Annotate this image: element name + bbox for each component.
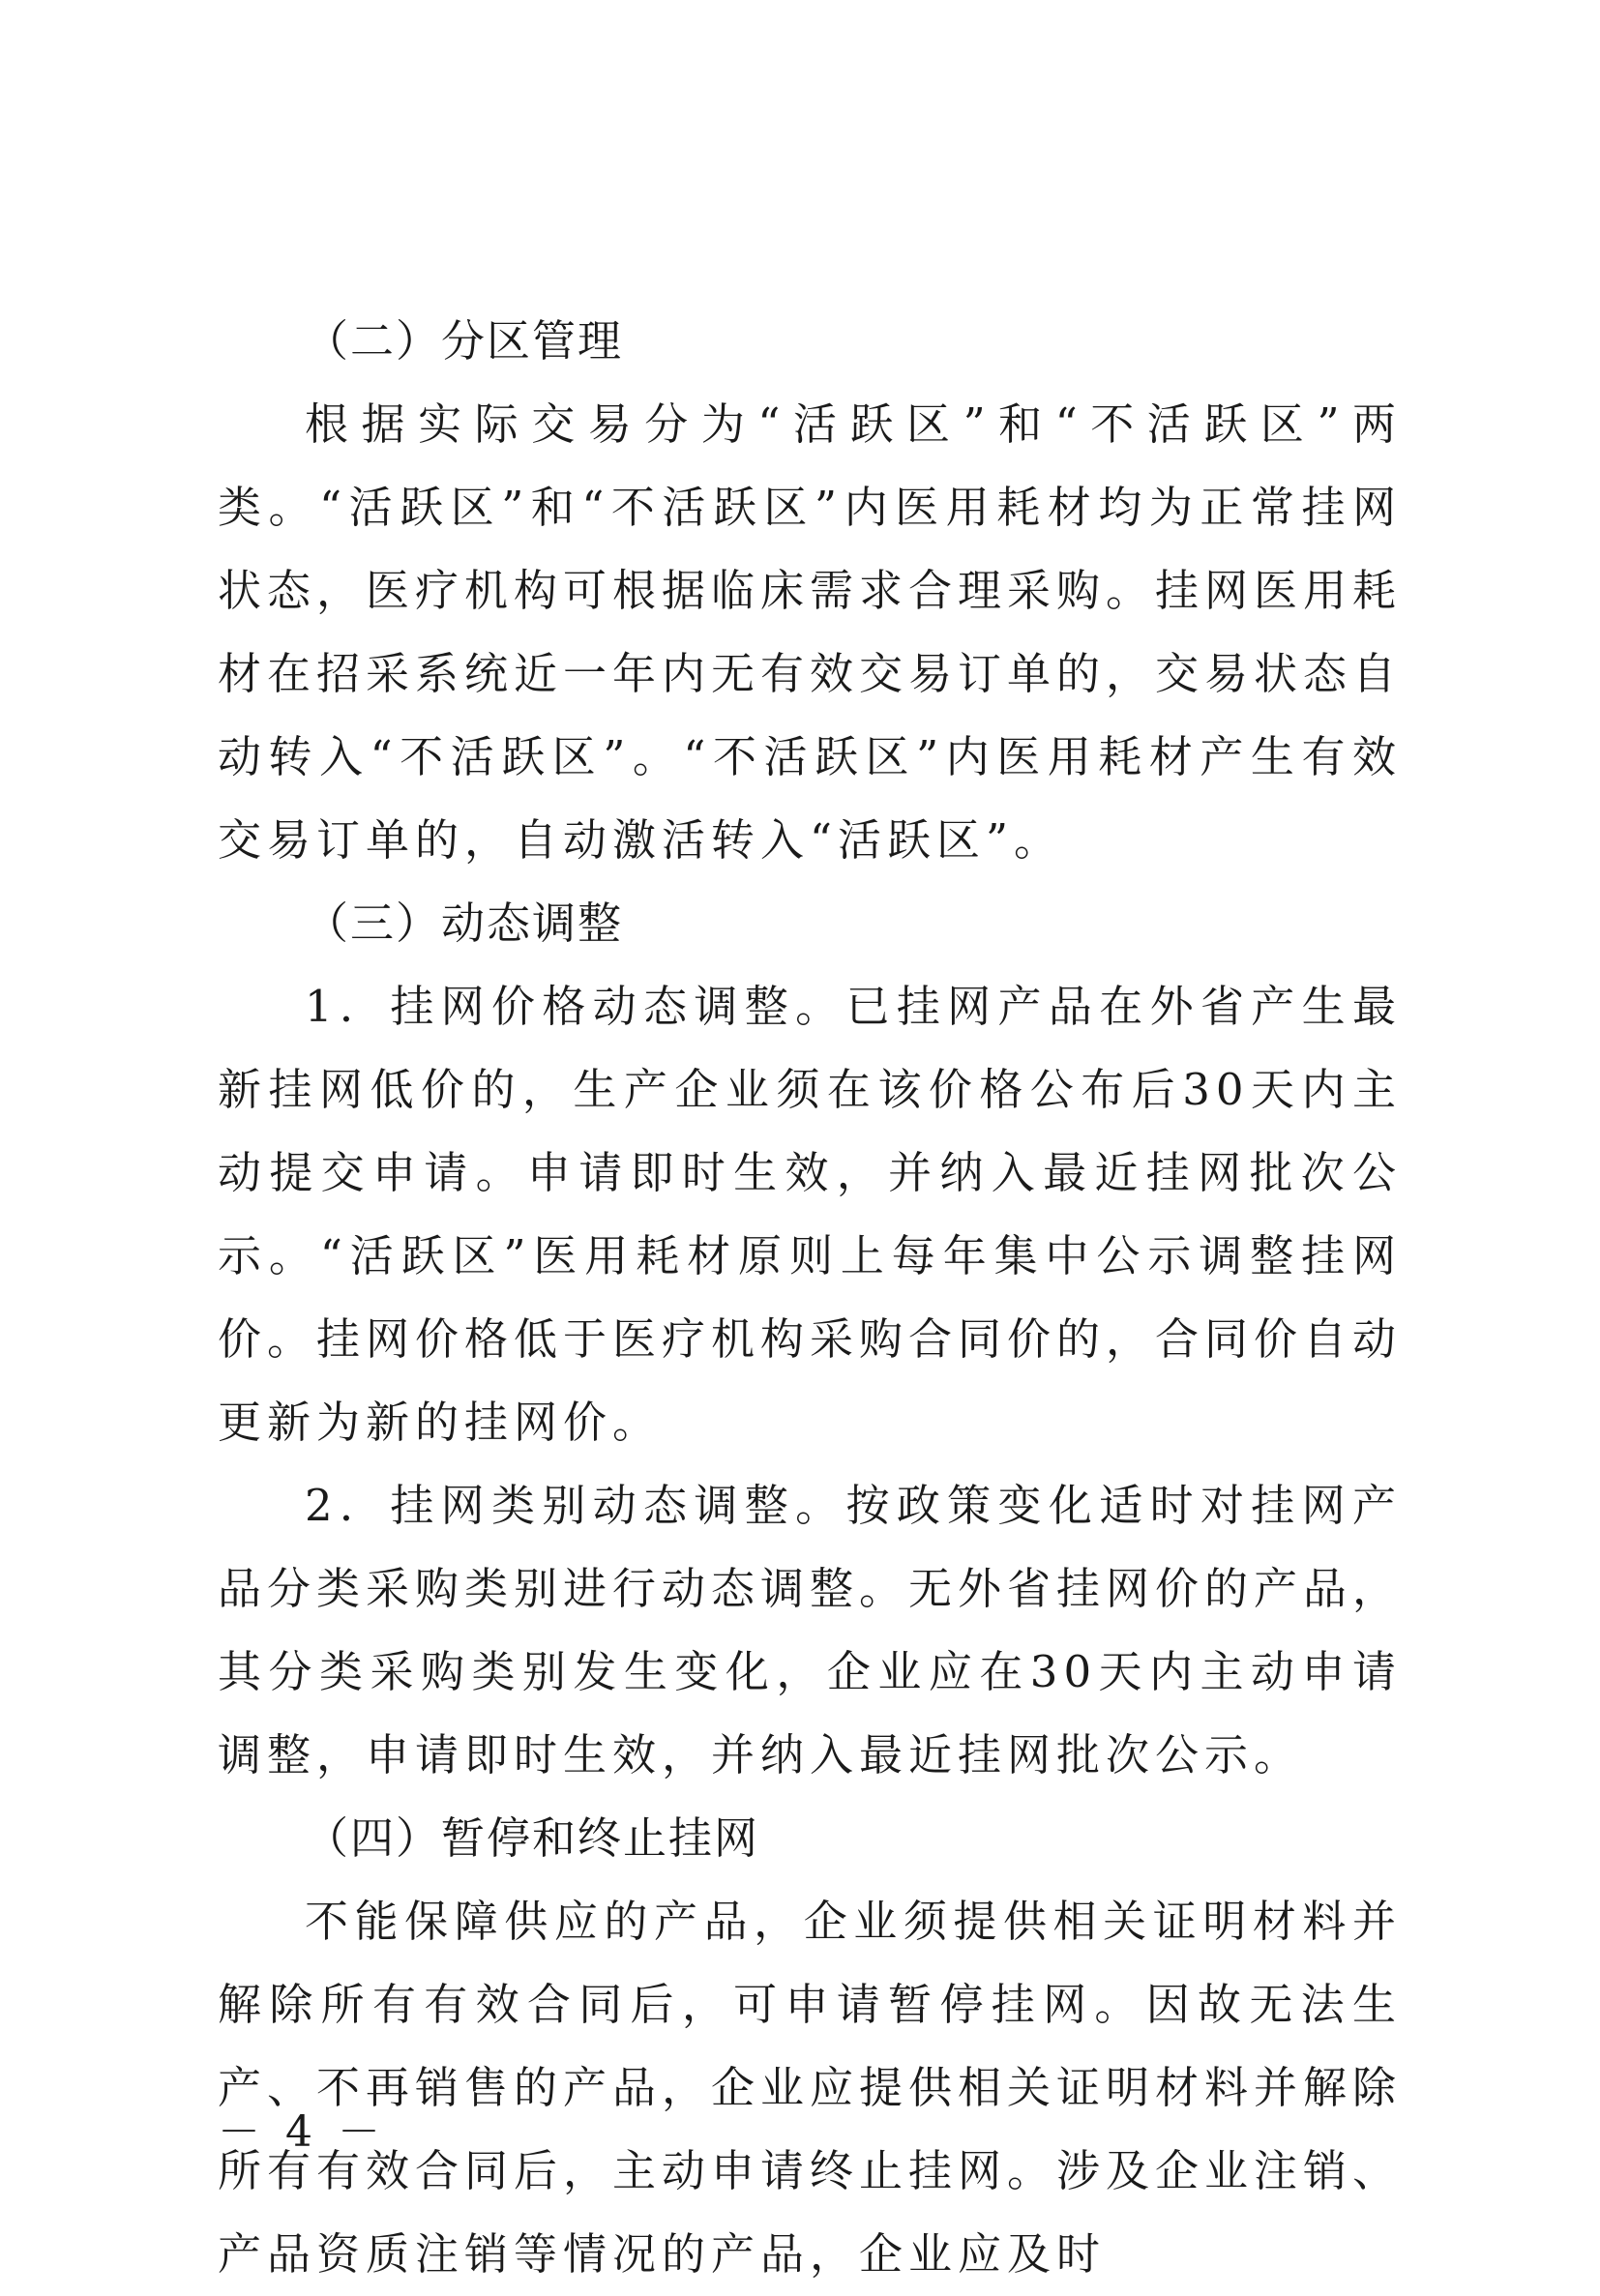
section-heading: （四）暂停和终止挂网 — [305, 1812, 760, 1864]
paragraph: 不能保障供应的产品，企业须提供相关证明材料并解除所有有效合同后，可申请暂停挂网。因故无法生产、不再销售的产品，企业应提供相关证明材料并解除所有有效合同后，主动申请终止挂网。涉及企业注销、产品资质注销等情况的产品，企业应及时 — [218, 1896, 1403, 2280]
section-suspend-terminate — [218, 1797, 1402, 2296]
section-dynamic-adjustment — [218, 882, 1402, 1797]
paragraph: 根据实际交易分为“活跃区”和“不活跃区”两类。“活跃区”和“不活跃区”内医用耗材均为正常挂网状态，医疗机构可根据临床需求合理采购。挂网医用耗材在招采系统近一年内无有效交易订单的，交易状态自动转入“不活跃区”。“不活跃区”内医用耗材产生有效交易订单的，自动激活转入“活跃区”。 — [218, 398, 1403, 866]
document-body — [218, 300, 1402, 2296]
section-heading: （三）动态调整 — [305, 898, 624, 949]
section-zoning — [218, 300, 1402, 882]
paragraph: 1．挂网价格动态调整。已挂网产品在外省产生最新挂网低价的，生产企业须在该价格公布后30天内主动提交申请。申请即时生效，并纳入最近挂网批次公示。“活跃区”医用耗材原则上每年集中公示调整挂网价。挂网价格低于医疗机构采购合同价的，合同价自动更新为新的挂网价。 — [218, 981, 1403, 1448]
section-heading: （二）分区管理 — [305, 315, 624, 367]
page-number: － 4 － — [218, 2107, 386, 2157]
paragraph: 2．挂网类别动态调整。按政策变化适时对挂网产品分类采购类别进行动态调整。无外省挂网价的产品，其分类采购类别发生变化，企业应在30天内主动申请调整，申请即时生效，并纳入最近挂网批次公示。 — [218, 1480, 1403, 1781]
